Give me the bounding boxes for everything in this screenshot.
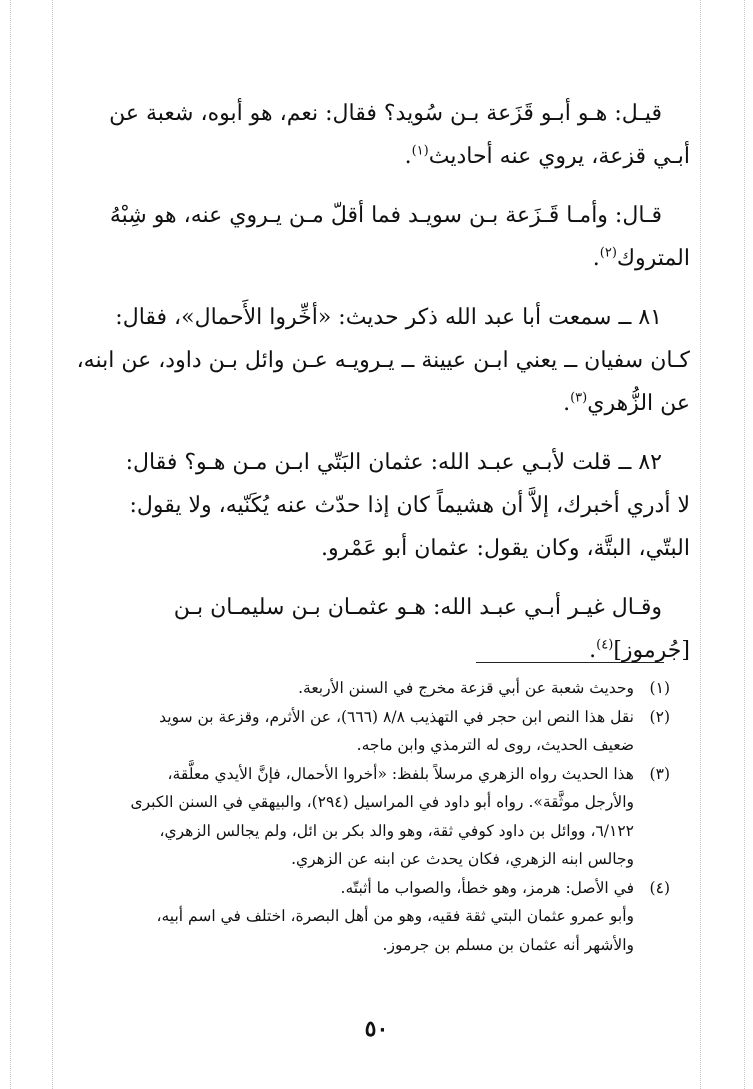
text-line: [70, 629, 690, 672]
paragraph-qazaa-ibn-suwayd: [70, 92, 690, 178]
line-end-mark: .: [404, 144, 412, 169]
footnote-ref: (٢): [599, 245, 617, 261]
footnote-ref: (٤): [596, 637, 614, 653]
footnote-number: (٢): [649, 707, 670, 726]
text-line: ٨٢ ــ قلت لأبـي عبـد الله: عثمان البَتّي ابـن مـن هـو؟ فقال:: [125, 450, 662, 475]
scan-guide-line: [744, 0, 745, 1089]
text-line: قيـل: هـو أبـو قَزَعة بـن سُويد؟ فقال: نعم، هو أبوه، شعبة عن: [109, 101, 662, 126]
footnote-line: والأشهر أنه عثمان بن مسلم بن جرموز.: [382, 935, 634, 954]
footnote-line: هذا الحديث رواه الزهري مرسلاً بلفظ: «أخروا الأحمال، فإنَّ الأيدي معلَّقة،: [167, 764, 634, 783]
text-line: ٨١ ــ سمعت أبا عبد الله ذكر حديث: «أخِّروا الأَحمال»، فقال:: [115, 305, 662, 330]
footnote-text: [70, 703, 634, 760]
footnote-line: في الأصل: هرمز، وهو خطأ، والصواب ما أثبتّه.: [340, 878, 634, 897]
footnote-4: [70, 874, 670, 960]
footnote-line: وأبو عمرو عثمان البتي ثقة فقيه، وهو من أهل البصرة، اختلف في اسم أبيه،: [156, 907, 634, 925]
footnote-ref: (١): [411, 143, 429, 159]
text-line: لا أدري أخبرك، إلاَّ أن هشيماً كان إذا حدّث عنه يُكَنّيه، ولا يقول:: [129, 493, 690, 518]
line-end-mark: .: [589, 638, 597, 663]
footnote-text: [70, 760, 634, 874]
footnote-2: [70, 703, 670, 760]
paragraph-81: [70, 296, 690, 425]
footnote-1: [70, 674, 670, 703]
footnote-line: نقل هذا النص ابن حجر في التهذيب ٨/٨ (٦٦٦)، عن الأثرم، وقزعة بن سويد: [159, 707, 634, 726]
footnote-line: ٦/١٢٢، ووائل بن داود كوفي ثقة، وهو والد بكر بن ائل، ولم يجالس الزهري،: [159, 821, 634, 840]
paragraph-jurmuz: [70, 586, 690, 672]
scan-guide-line: [52, 0, 53, 1089]
text-line: [70, 382, 690, 425]
text-line: قـال: وأمـا قَـزَعة بـن سويـد فما أقلّ مـن يـروي عنه، هو شِبْهُ: [109, 203, 662, 228]
text-line: [70, 135, 690, 178]
text-line: [70, 237, 690, 280]
scan-guide-line: [700, 0, 701, 1089]
footnote-line: وجالس ابنه الزهري، فكان يحدث عن ابنه عن الزهري.: [291, 850, 634, 868]
footnote-line: والأرجل موثَّقة». رواه أبو داود في المراسيل (٢٩٤)، والبيهقي في السنن الكبرى: [130, 793, 634, 811]
footnote-number: (٤): [649, 878, 670, 897]
page-number: ٥٠: [364, 1016, 389, 1042]
line-end-mark: .: [592, 246, 600, 271]
footnote-number: (٣): [649, 764, 670, 783]
text-line: وقـال غيـر أبـي عبـد الله: هـو عثمـان بـن سليمـان بـن: [173, 595, 662, 620]
text-line-content: [جُرموز]: [613, 638, 690, 663]
text-line-content: عن الزُّهري: [587, 391, 690, 416]
main-text: [70, 92, 690, 688]
paragraph-qazaa-matruk: [70, 194, 690, 280]
paragraph-82: [70, 441, 690, 570]
text-line: كـان سفيان ــ يعني ابـن عيينة ــ يـرويـه عـن وائل بـن داود، عن ابنه،: [76, 348, 690, 373]
text-line: البتّي، البتَّة، وكان يقول: عثمان أبو عَمْرو.: [321, 536, 690, 561]
footnote-line: ضعيف الحديث، روى له الترمذي وابن ماجه.: [356, 736, 634, 754]
footnote-3: [70, 760, 670, 874]
footnote-text: [70, 674, 634, 703]
line-end-mark: .: [563, 391, 571, 416]
footnote-ref: (٣): [570, 390, 588, 406]
footnote-number: (١): [649, 679, 670, 697]
scan-guide-line: [10, 0, 11, 1089]
text-line-content: المتروك: [616, 246, 690, 271]
footnote-separator: [476, 662, 664, 663]
text-line-content: أبـي قزعة، يروي عنه أحاديث: [428, 144, 690, 169]
footnote-text: [70, 874, 634, 960]
footnote-line: وحديث شعبة عن أبي قزعة مخرج في السنن الأربعة.: [298, 679, 634, 697]
footnotes: [70, 674, 670, 959]
